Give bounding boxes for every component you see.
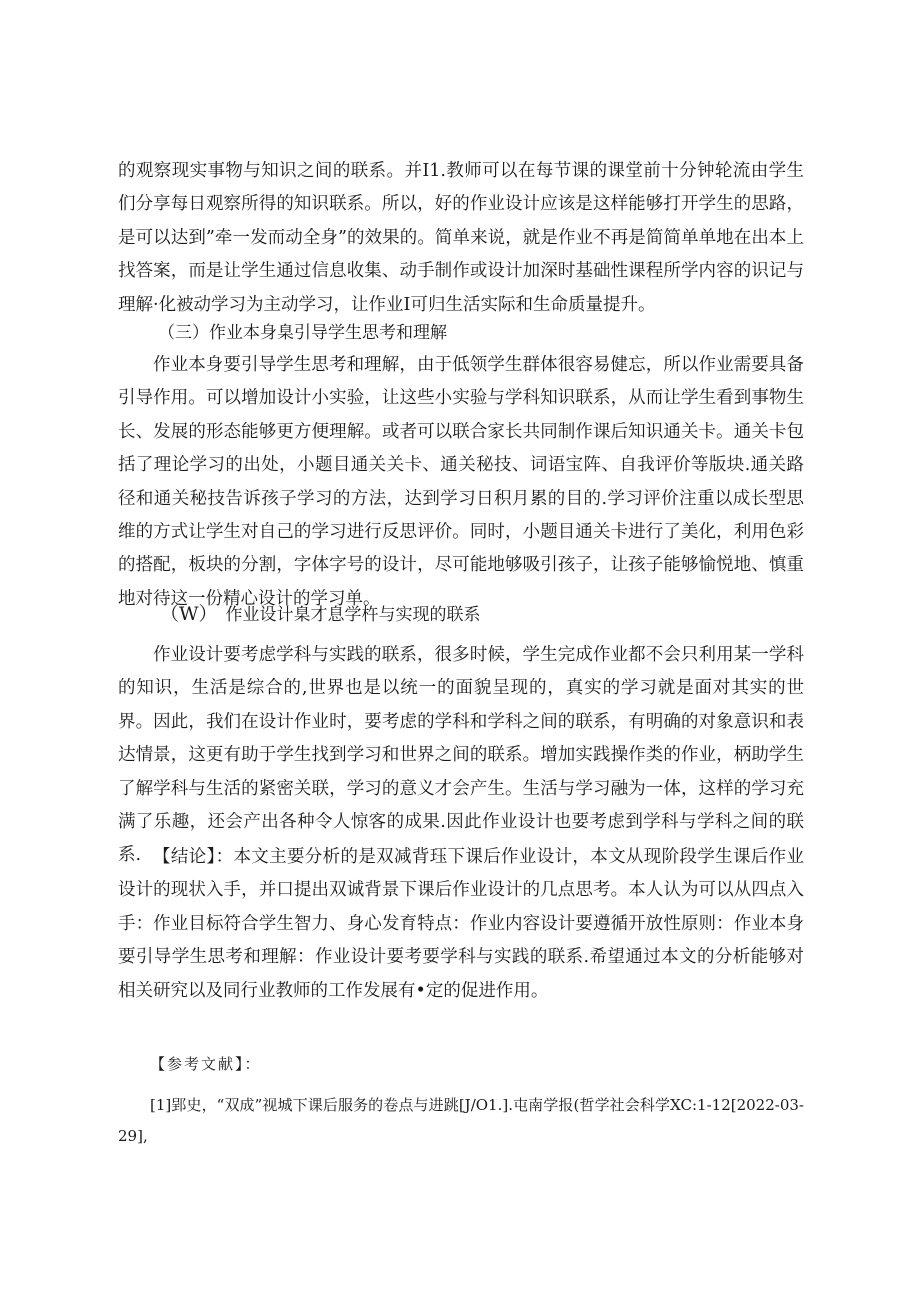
section-3-heading: （三）作业本身臬引导学生思考和理解 bbox=[158, 323, 447, 343]
section-4-number: （W） bbox=[160, 603, 218, 625]
section-4-title: 作业设计臬才息学杵与实现的联系 bbox=[225, 605, 481, 625]
section-4-heading bbox=[160, 598, 481, 631]
references-title: 【参考文献】： bbox=[150, 1055, 262, 1073]
section-3-paragraph: 作业本身要引导学生思考和理解，由于低领学生群体很容易健忘，所以作业需要具备引导作用。可以增加设计小实验，让这些小实验与学科知识联系，从而让学生看到事物生长、发展的形态能够更方便理解。或者可以联合家长共同制作课后知识通关卡。通关卡包括了理论学习的出处，小题目通关关卡、通关秘技、词语宝阵、自我评价等版块.通关路径和通关秘技告诉孩子学习的方法，达到学习日积月累的目的.学习评价注重以成长型思维的方式让学生对自己的学习进行反思评价。同时，小题目通关卡进行了美化，利用色彩的搭配，板块的分割，字体字号的设计，尽可能地够吸引孩子，让孩子能够愉悦地、慎重地对待这一份精心设计的学习单。 bbox=[118, 355, 804, 609]
conclusion-paragraph: 【结论】：本文主要分析的是双减背珏下课后作业设计，本文从现阶段学生课后作业设计的现状入手，并口提出双诚背景下课后作业设计的几点思考。本人认为可以从四点入手：作业目标符合学生智力、身心发育特点：作业内容设计要遵循开放性原则：作业本身要引导学生思考和理解：作业设计要考要学科与实践的联系.希望通过本文的分析能够对相关研究以及同行业教师的工作发展有•定的促进作用。 bbox=[118, 847, 804, 1001]
reference-item: [1]郢史，“双成”视城下课后服务的卷点与进跳[J/O1.].屯南学报(哲学社会科学XC:1-12[2022-03-29], bbox=[118, 1096, 804, 1145]
intro-paragraph: 的观察现实事物与知识之间的联系。并I1.教师可以在每节课的课堂前十分钟轮流由学生们分享每日观察所得的知识联系。所以，好的作业设计应该是这样能够打开学生的思路，是可以达到”牵一发而动全身”的效果的。简单来说，就是作业不再是简简单单地在出本上找答案，而是让学生通过信息收集、动手制作或设计加深时基础性课程所学内容的识记与理解·化被动学习为主动学习，让作业I可归生活实际和生命质量提升。 bbox=[118, 161, 804, 315]
section-4-paragraph: 作业设计要考虑学科与实践的联系，很多时候，学生完成作业都不会只利用某一学科的知识，生活是综合的,世界也是以统一的面貌呈现的，真实的学习就是面对其实的世界。因此，我们在设计作业时，要考虑的学科和学科之间的联系，有明确的对象意识和表达情景，这更有助于学生找到学习和世界之间的联系。增加实践操作类的作业，柄助学生了解学科与生活的紧密关联，学习的意义才会产生。生活与学习融为一体，这样的学习充满了乐趣，还会产出各种令人惊客的成果.因此作业设计也要考虑到学科与学科之间的联系. bbox=[118, 645, 804, 866]
